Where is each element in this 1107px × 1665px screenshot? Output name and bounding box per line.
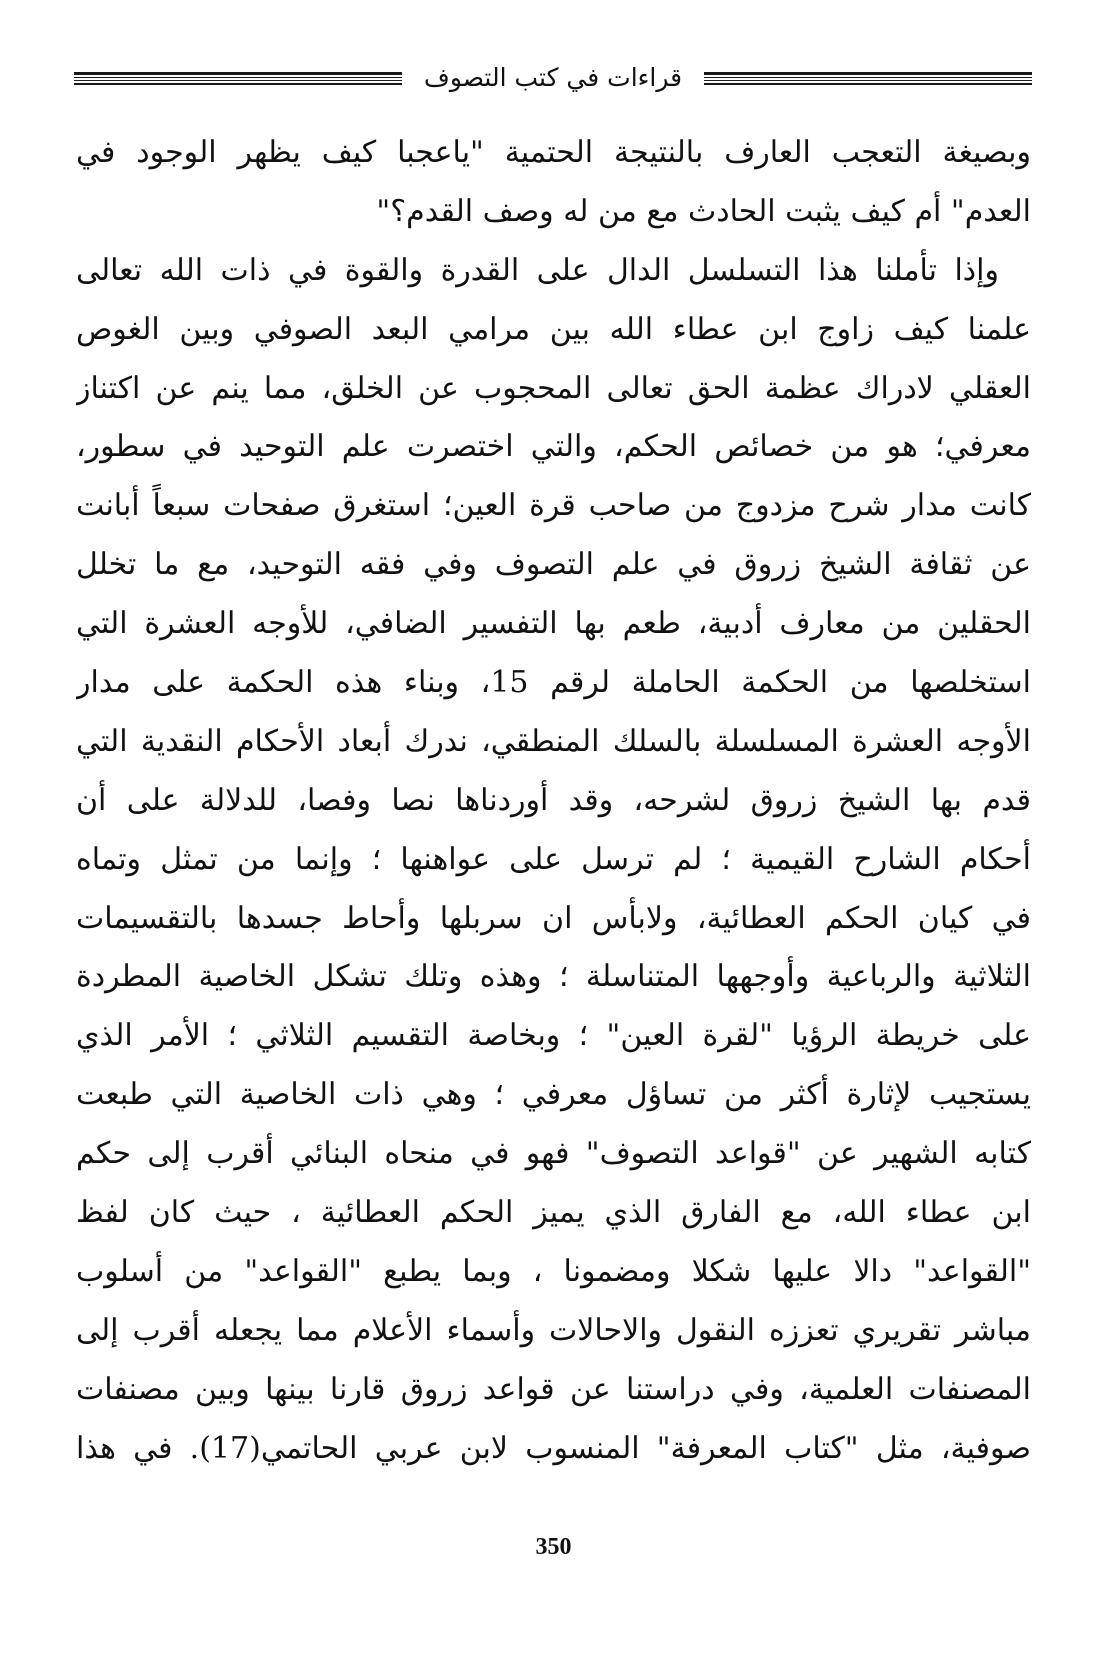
text-line: مباشر تقريري تعززه النقول والاحالات وأسماء الأعلام مما يجعله أقرب إلى bbox=[76, 1312, 1031, 1348]
text-line: معرفي؛ هو من خصائص الحكم، والتي اختصرت علم التوحيد في سطور، bbox=[76, 429, 1031, 465]
text-line: علمنا كيف زاوج ابن عطاء الله بين مرامي البعد الصوفي وبين الغوص bbox=[76, 311, 1031, 347]
running-header-title: قراءات في كتب التصوف bbox=[423, 63, 683, 92]
text-line: الأوجه العشرة المسلسلة بالسلك المنطقي، ندرك أبعاد الأحكام النقدية التي bbox=[76, 723, 1031, 759]
text-line: في كيان الحكم العطائية، ولابأس ان سربلها وأحاط جسدها بالتقسيمات bbox=[76, 900, 1031, 936]
text-line: أحكام الشارح القيمية ؛ لم ترسل على عواهنها ؛ وإنما من تمثل وتماه bbox=[76, 841, 1031, 877]
header-rule-right bbox=[704, 72, 1032, 85]
text-line: العقلي لادراك عظمة الحق تعالى المحجوب عن الخلق، مما ينم عن اكتناز bbox=[76, 370, 1031, 406]
text-line: "القواعد" دالا عليها شكلا ومضمونا ، وبما يطبع "القواعد" من أسلوب bbox=[76, 1253, 1031, 1289]
text-line: كانت مدار شرح مزدوج من صاحب قرة العين؛ استغرق صفحات سبعاً أبانت bbox=[76, 488, 1031, 524]
text-line: العدم" أم كيف يثبت الحادث مع من له وصف القدم؟" bbox=[376, 193, 1031, 229]
text-line: يستجيب لإثارة أكثر من تساؤل معرفي ؛ وهي ذات الخاصية التي طبعت bbox=[76, 1077, 1031, 1113]
running-header bbox=[74, 58, 1032, 98]
header-rule-left bbox=[74, 72, 402, 85]
text-line: وإذا تأملنا هذا التسلسل الدال على القدرة والقوة في ذات الله تعالى bbox=[76, 252, 999, 288]
text-line: الحقلين من معارف أدبية، طعم بها التفسير الضافي، للأوجه العشرة التي bbox=[76, 606, 1031, 642]
page-number: 350 bbox=[535, 1534, 572, 1560]
text-line: الثلاثية والرباعية وأوجهها المتناسلة ؛ وهذه وتلك تشكل الخاصية المطردة bbox=[76, 959, 1031, 995]
text-line: عن ثقافة الشيخ زروق في علم التصوف وفي فقه التوحيد، مع ما تخلل bbox=[76, 547, 1031, 583]
text-line: وبصيغة التعجب العارف بالنتيجة الحتمية "ياعجبا كيف يظهر الوجود في bbox=[76, 135, 1031, 170]
text-line: المصنفات العلمية، وفي دراستنا عن قواعد زروق قارنا بينها وبين مصنفات bbox=[76, 1371, 1031, 1407]
text-line: صوفية، مثل "كتاب المعرفة" المنسوب لابن عربي الحاتمي(17). في هذا bbox=[76, 1430, 1031, 1466]
text-line: ابن عطاء الله، مع الفارق الذي يميز الحكم العطائية ، حيث كان لفظ bbox=[76, 1195, 1031, 1231]
text-line: كتابه الشهير عن "قواعد التصوف" فهو في منحاه البنائي أقرب إلى حكم bbox=[76, 1136, 1031, 1172]
text-line: على خريطة الرؤيا "لقرة العين" ؛ وبخاصة التقسيم الثلاثي ؛ الأمر الذي bbox=[76, 1018, 1031, 1054]
text-line: قدم بها الشيخ زروق لشرحه، وقد أوردناها نصا وفصا، للدلالة على أن bbox=[76, 782, 1031, 818]
body-text bbox=[76, 124, 1031, 1478]
text-line: استخلصها من الحكمة الحاملة لرقم 15، وبناء هذه الحكمة على مدار bbox=[76, 665, 1031, 701]
